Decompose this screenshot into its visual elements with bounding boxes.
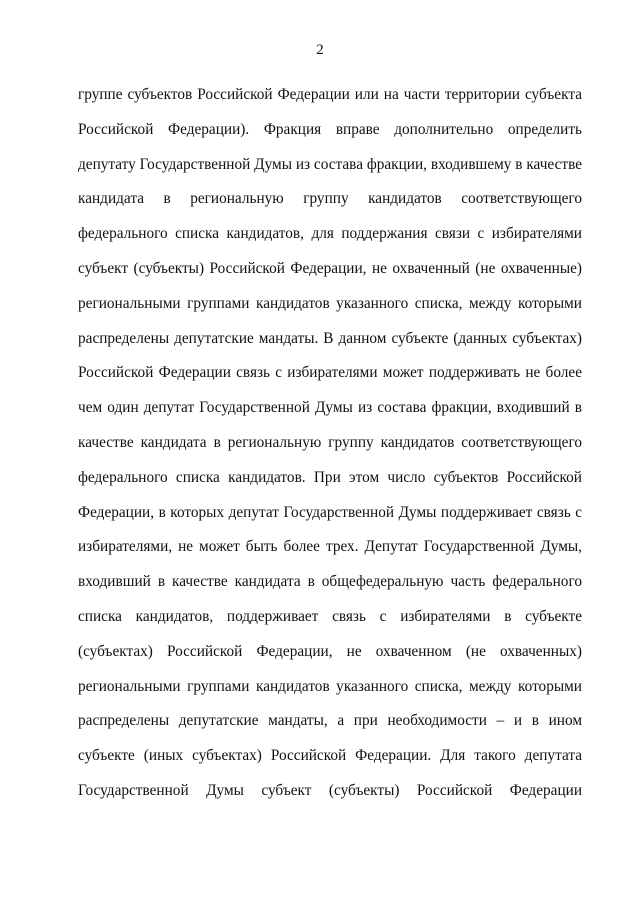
text-line: депутату Государственной Думы из состава фракции, входившему в качестве xyxy=(78,155,582,173)
text-line: региональными группами кандидатов указанного списка, между которыми xyxy=(78,677,582,695)
text-line: избирателями, не может быть более трех. Депутат Государственной Думы, xyxy=(78,538,582,556)
text-line: региональными группами кандидатов указанного списка, между которыми xyxy=(78,294,582,312)
text-line: субъекте (иных субъектах) Российской Федерации. Для такого депутата xyxy=(78,747,582,765)
text-line: распределены депутатские мандаты. В данном субъекте (данных субъектах) xyxy=(78,329,582,347)
text-line: группе субъектов Российской Федерации или на части территории субъекта xyxy=(78,86,582,103)
text-line: списка кандидатов, поддерживает связь с избирателями в субъекте xyxy=(78,607,582,625)
text-line: (субъектах) Российской Федерации, не охваченном (не охваченных) xyxy=(78,642,582,660)
text-line: кандидата в региональную группу кандидатов соответствующего xyxy=(78,190,582,208)
text-line: распределены депутатские мандаты, а при необходимости – и в ином xyxy=(78,712,582,730)
page-number: 2 xyxy=(316,42,324,58)
text-line: качестве кандидата в региональную группу кандидатов соответствующего xyxy=(78,433,582,451)
text-line: чем один депутат Государственной Думы из состава фракции, входивший в xyxy=(78,399,582,417)
text-line: субъект (субъекты) Российской Федерации, не охваченный (не охваченные) xyxy=(78,259,582,277)
text-line: Российской Федерации). Фракция вправе дополнительно определить xyxy=(78,120,582,138)
text-line: Федерации, в которых депутат Государственной Думы поддерживает связь с xyxy=(78,503,582,521)
text-line: Государственной Думы субъект (субъекты) Российской Федерации xyxy=(78,781,582,799)
body-paragraph xyxy=(78,78,582,809)
text-line: входивший в качестве кандидата в общефедеральную часть федерального xyxy=(78,573,582,591)
text-line: федерального списка кандидатов. При этом число субъектов Российской xyxy=(78,468,582,486)
text-line: федерального списка кандидатов, для поддержания связи с избирателями xyxy=(78,225,582,243)
text-line: Российской Федерации связь с избирателями может поддерживать не более xyxy=(78,364,582,382)
